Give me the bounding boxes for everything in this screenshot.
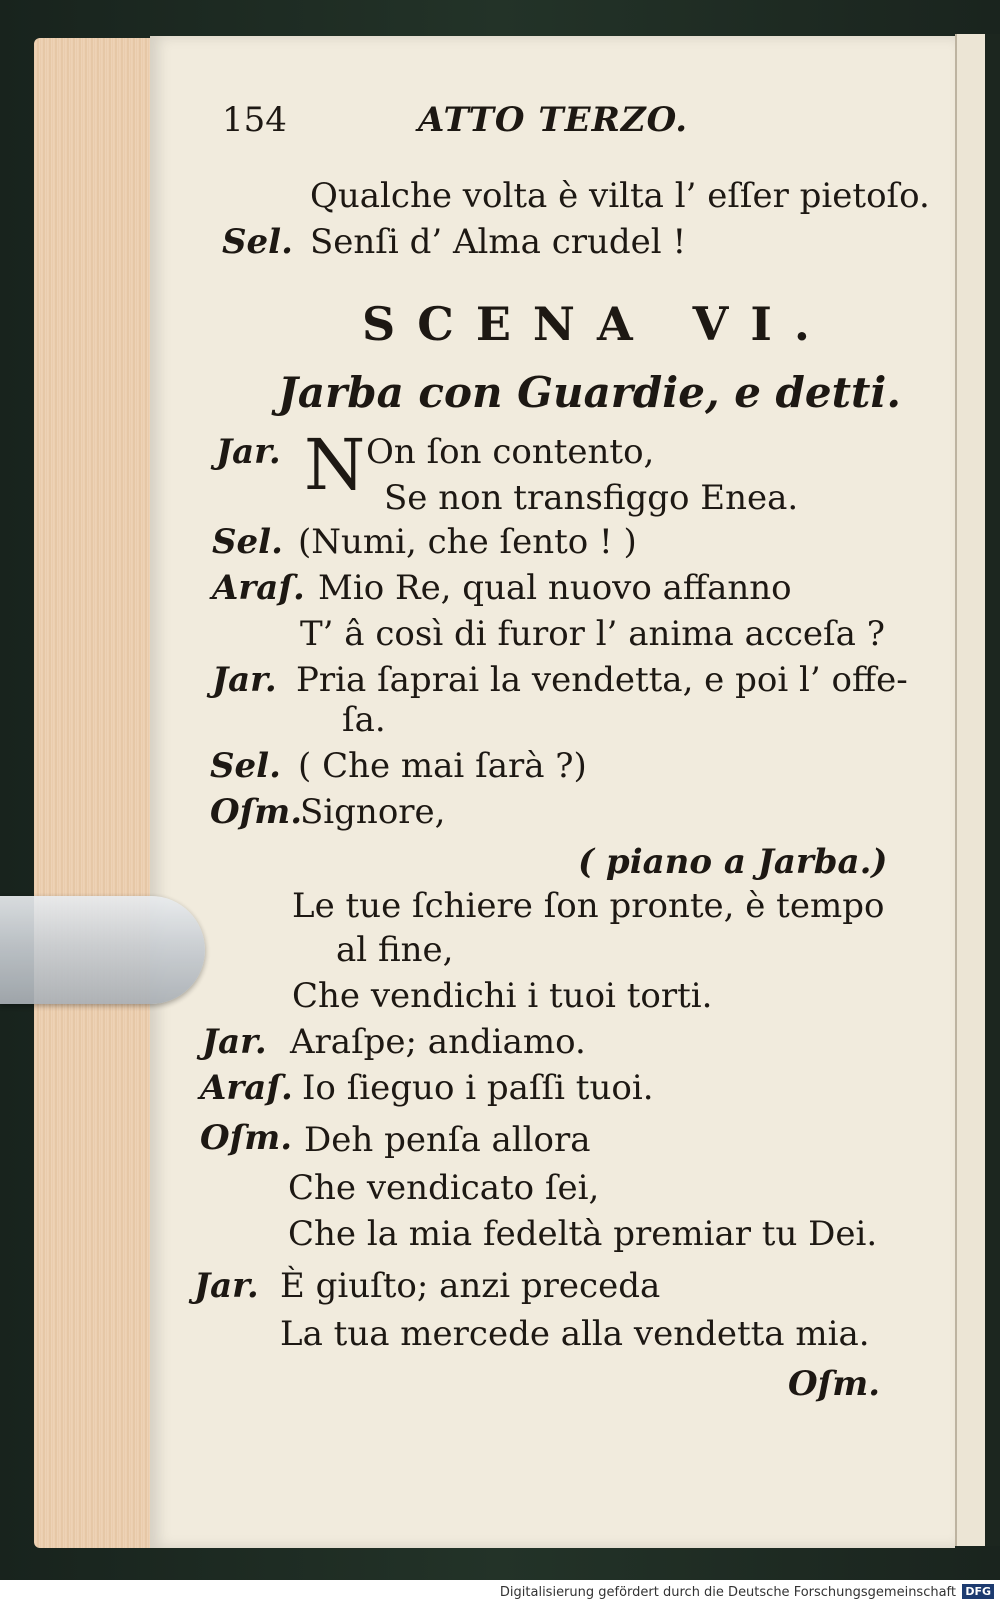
verse-line: Araſpe; andiamo.	[290, 1022, 586, 1062]
verse-line: Pria ſaprai la vendetta, e poi l’ offe-	[296, 660, 908, 700]
verse-line: Signore,	[300, 792, 446, 832]
verse-line: On ſon contento,	[366, 432, 655, 472]
verse-line: Senſi d’ Alma crudel !	[310, 222, 687, 262]
verse-line: Che vendicato ſei,	[288, 1168, 600, 1208]
running-title: ATTO TERZO.	[418, 100, 689, 140]
speaker-label: Oſm.	[200, 1118, 293, 1158]
speaker-label: Oſm.	[210, 792, 303, 832]
book-edge	[34, 38, 156, 1548]
footer-bar	[0, 1580, 1000, 1606]
verse-line: Qualche volta è vilta l’ eſſer pietoſo.	[310, 176, 930, 216]
speaker-label: Sel.	[210, 746, 281, 786]
verse-line: La tua mercede alla vendetta mia.	[280, 1314, 870, 1354]
verse-line: È giuſto; anzi preceda	[280, 1266, 661, 1306]
verse-line: Mio Re, qual nuovo affanno	[318, 568, 792, 608]
dfg-logo: DFG	[962, 1584, 994, 1599]
speaker-label: Sel.	[222, 222, 293, 262]
verse-line: (Numi, che ſento ! )	[298, 522, 637, 562]
speaker-label: Jar.	[194, 1266, 259, 1306]
speaker-label: Araſ.	[200, 1068, 293, 1108]
verse-line: Che vendichi i tuoi torti.	[292, 976, 713, 1016]
catchword: Oſm.	[788, 1364, 881, 1404]
verse-line: ſa.	[342, 700, 386, 740]
right-background-strip	[985, 34, 1000, 1546]
speaker-label: Sel.	[212, 522, 283, 562]
verse-line: T’ â così di furor l’ anima acceſa ?	[300, 614, 885, 654]
verse-line: ( Che mai ſarà ?)	[298, 746, 587, 786]
verse-line: Io ſieguo i paſſi tuoi.	[302, 1068, 654, 1108]
verse-line: al fine,	[336, 930, 454, 970]
scene-title: SCENA VI.	[362, 297, 832, 351]
verse-line: Se non transfiggo Enea.	[384, 478, 799, 518]
speaker-label: Araſ.	[212, 568, 305, 608]
stage-direction: ( piano a Jarba.)	[578, 842, 888, 882]
footer-credit: Digitalisierung gefördert durch die Deutsche Forschungsgemeinschaft	[499, 1585, 956, 1600]
page-number: 154	[222, 100, 287, 140]
verse-line: Che la mia fedeltà premiar tu Dei.	[288, 1214, 878, 1254]
verse-line: Le tue ſchiere ſon pronte, è tempo	[292, 886, 885, 926]
speaker-label: Jar.	[212, 660, 277, 700]
verse-line: Deh penſa allora	[304, 1120, 591, 1160]
drop-capital: N	[304, 424, 366, 506]
page-clamp	[0, 896, 205, 1004]
speaker-label: Jar.	[202, 1022, 267, 1062]
speaker-label: Jar.	[216, 432, 281, 472]
scene-characters: Jarba con Guardie, e detti.	[278, 368, 902, 417]
